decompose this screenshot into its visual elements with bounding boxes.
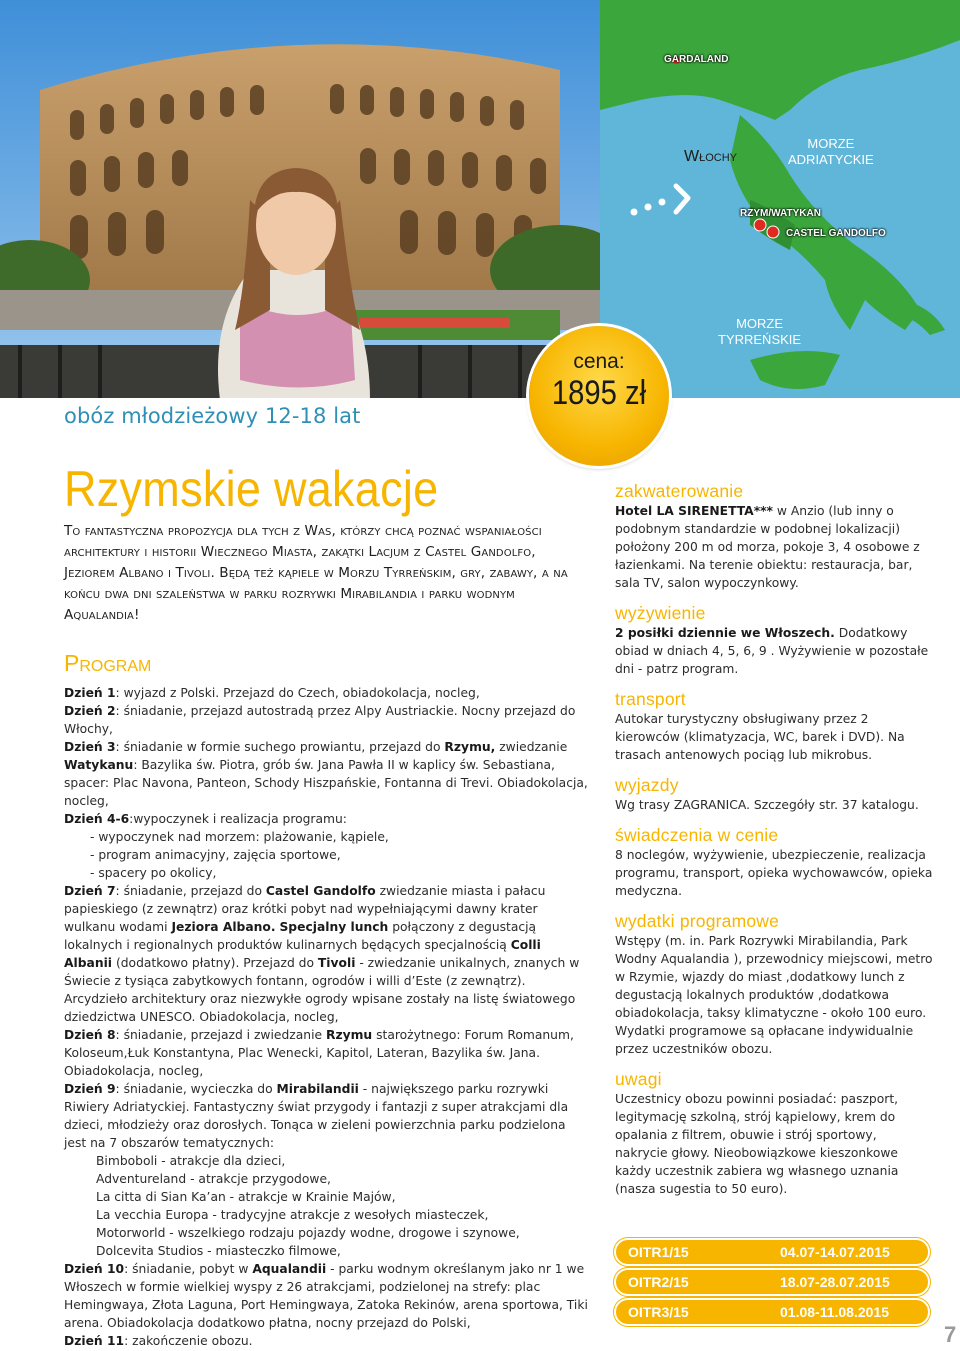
program-day-10: Dzień 10: śniadanie, pobyt w Aqualandii - parku wodnym określanym jako nr 1 we Włoszech w formie wielkiej wyspy z 26 atrakcjami, podzielonej na strefy: plac Hemingwaya, Złota Laguna, Port Hemingwaya, Zatoka Rekinów, arena sportowa, Tiki arena. Obiadokolacja dodatkowo płatna, nocny przejazd do Polski, <box>64 1262 588 1330</box>
term-row <box>614 1238 930 1266</box>
program-day-1: Dzień 1: wyjazd z Polski. Przejazd do Czech, obiadokolacja, nocleg, <box>64 686 480 700</box>
info-column <box>615 480 933 1208</box>
colosseum-photo <box>0 0 600 400</box>
term-code: OITR3/15 <box>628 1304 689 1320</box>
notes-heading: uwagi <box>615 1069 662 1089</box>
program-day-2: Dzień 2: śniadanie, przejazd autostradą przez Alpy Austriackie. Nocny przejazd do Włochy, <box>64 704 576 736</box>
intro-text: To fantastyczna propozycja dla tych z Was, którzy chcą poznać wspaniałości architektury i historii Wiecznego Miasta, zakątki Lacjum z Castel Gandolfo, Jeziorem Albano i Tivoli. Będą też kąpiele w Morzu Tyrreńskim, gry, zabawy, a na końcu dwa dni szaleństwa w parku rozrywki Mirabilandia i parku wodnym Aqualandia! <box>64 523 568 623</box>
accommodation-text: Hotel LA SIRENETTA*** w Anzio (lub inny o podobnym standardzie w podobnej lokalizacji) położony 200 m od morza, pokoje 3, 4 osobowe z łazienkami. Na terenie obiektu: restauracja, bar, sala TV, salon wypoczynkowy. <box>615 504 920 590</box>
program-text <box>64 684 588 1350</box>
program-day-11: Dzień 11: zakończenie obozu. <box>64 1334 253 1348</box>
services-heading: świadczenia w cenie <box>615 825 779 845</box>
map-label-country: Włochy <box>684 148 737 165</box>
services-text: 8 noclegów, wyżywienie, ubezpieczenie, realizacja programu, transport, opieka wychowawców, opieka medyczna. <box>615 848 933 898</box>
zone-item: Motorworld - wszelkiego rodzaju pojazdy wodne, drogowe i szynowe, <box>96 1226 520 1240</box>
page-number: 7 <box>944 1322 957 1347</box>
program-day-8: Dzień 8: śniadanie, przejazd i zwiedzanie Rzymu starożytnego: Forum Romanum, Koloseum,Łuk Konstantyna, Plac Wenecki, Kapitol, Lateran, Bazylika św. Jana. Obiadokolacja, nocleg, <box>64 1028 574 1078</box>
price-value: 1895 zł <box>551 374 647 412</box>
term-code: OITR1/15 <box>628 1244 689 1260</box>
transport-text: Autokar turystyczny obsługiwany przez 2 kierowców (klimatyzacja, WC, barek i DVD). Na trasach antenowych pociąg lub mikrobus. <box>615 712 905 762</box>
tagline: obóz młodzieżowy 12-18 lat <box>64 404 361 428</box>
map-label-castel: CASTEL GANDOLFO <box>786 228 886 239</box>
term-row <box>614 1268 930 1296</box>
program-list-item: - wypoczynek nad morzem: plażowanie, kąpiele, <box>90 830 389 844</box>
price-label: cena: <box>573 350 625 373</box>
program-list-item: - spacery po okolicy, <box>90 866 217 880</box>
zone-item: La citta di Sian Ka’an - atrakcje w Krainie Majów, <box>96 1190 396 1204</box>
page-title: Rzymskie wakacje <box>64 461 439 517</box>
program-heading: Program <box>64 650 152 676</box>
program-list-item: - program animacyjny, zajęcia sportowe, <box>90 848 341 862</box>
map-label-gardaland: GARDALAND <box>664 54 729 65</box>
program-day-9: Dzień 9: śniadanie, wycieczka do Mirabilandii - największego parku rozrywki Riwiery Adriatyckiej. Fantastyczny świat przygody i fantazji z super atrakcjami dla dzieci, młodzieży oraz dorosłych. Tonąca w zieleni powierzchnia parku podzielona jest na 7 obszarów tematycznych: <box>64 1082 569 1150</box>
departures-heading: wyjazdy <box>615 775 679 795</box>
italy-map <box>600 0 960 400</box>
zone-item: Bimboboli - atrakcje dla dzieci, <box>96 1154 286 1168</box>
transport-heading: transport <box>615 689 686 709</box>
term-dates: 01.08-11.08.2015 <box>780 1304 889 1320</box>
program-day-7: Dzień 7: śniadanie, przejazd do Castel Gandolfo zwiedzanie miasta i pałacu papieskiego (z zewnątrz) oraz krótki pobyt nad wypełniającymi dawny krater wulkanu wodami Jeziora Albano. Specjalny lunch połączony z degustacją lokalnych i regionalnych produktów kulinarnych będących specjalnością Colli Albanii (dodatkowo płatny). Przejazd do Tivoli - zwiedzanie unikalnych, znanych w Świecie z tysiąca zabytkowych fontann, ogrodów i willi d’Este (z zewnątrz). Arcydzieło architektury oraz niezwykłe ogrody wpisane zostały na listę światowego dziedzictwa UNESCO. Obiadokolacja, nocleg, <box>64 884 580 1024</box>
term-dates: 18.07-28.07.2015 <box>780 1274 890 1290</box>
program-day-3: Dzień 3: śniadanie w formie suchego prowiantu, przejazd do Rzymu, zwiedzanie Watykanu: Bazylika św. Piotra, grób św. Jana Pawła II w kaplicy św. Sebastiana, spacer: Plac Navona, Panteon, Schody Hiszpańskie, Fontanna di Trevi. Obiadokolacja, nocleg, <box>64 740 588 808</box>
notes-text: Uczestnicy obozu powinni posiadać: paszport, legitymację szkolną, strój kąpielowy, krem do opalania z filtrem, obuwie i strój sportowy, nakrycie głowy. Nieobowiązkowe kieszonkowe każdy uczestnik zabiera wg własnego uznania (nasza sugestia to 50 euro). <box>615 1092 899 1196</box>
accommodation-heading: zakwaterowanie <box>615 481 744 501</box>
price-badge <box>529 326 669 466</box>
map-label-adriatic: MORZE ADRIATYCKIE <box>788 136 874 167</box>
zone-item: Dolcevita Studios - miasteczko filmowe, <box>96 1244 341 1258</box>
zone-item: Adventureland - atrakcje przygodowe, <box>96 1172 331 1186</box>
term-code: OITR2/15 <box>628 1274 689 1290</box>
term-row <box>614 1298 930 1326</box>
term-dates: 04.07-14.07.2015 <box>780 1244 890 1260</box>
expenses-text: Wstępy (m. in. Park Rozrywki Mirabilandia, Park Wodny Aqualandia ), przewodnicy miejscowi, metro w Rzymie, wjazdy do miast ,dodatkowy lunch z degustacją lokalnych produktów ,dodatkowa obiadokolacja, taksy klimatyczne - około 100 euro. Wydatki programowe są opłacane indywidualnie przez uczestników obozu. <box>615 934 933 1056</box>
zone-item: La vecchia Europa - tradycyjne atrakcje z wesołych miasteczek, <box>96 1208 489 1222</box>
departures-text: Wg trasy ZAGRANICA. Szczegóły str. 37 katalogu. <box>615 798 919 812</box>
expenses-heading: wydatki programowe <box>615 911 780 931</box>
program-day-4-6: Dzień 4-6:wypoczynek i realizacja programu: <box>64 812 347 826</box>
map-label-tyrrhenian: MORZE TYRREŃSKIE <box>718 316 802 347</box>
map-label-rome: RZYM/WATYKAN <box>740 208 821 219</box>
food-text: 2 posiłki dziennie we Włoszech. Dodatkowy obiad w dniach 4, 5, 6, 9 . Wyżywienie w pozostałe dni - patrz program. <box>615 626 929 676</box>
food-heading: wyżywienie <box>615 603 706 623</box>
